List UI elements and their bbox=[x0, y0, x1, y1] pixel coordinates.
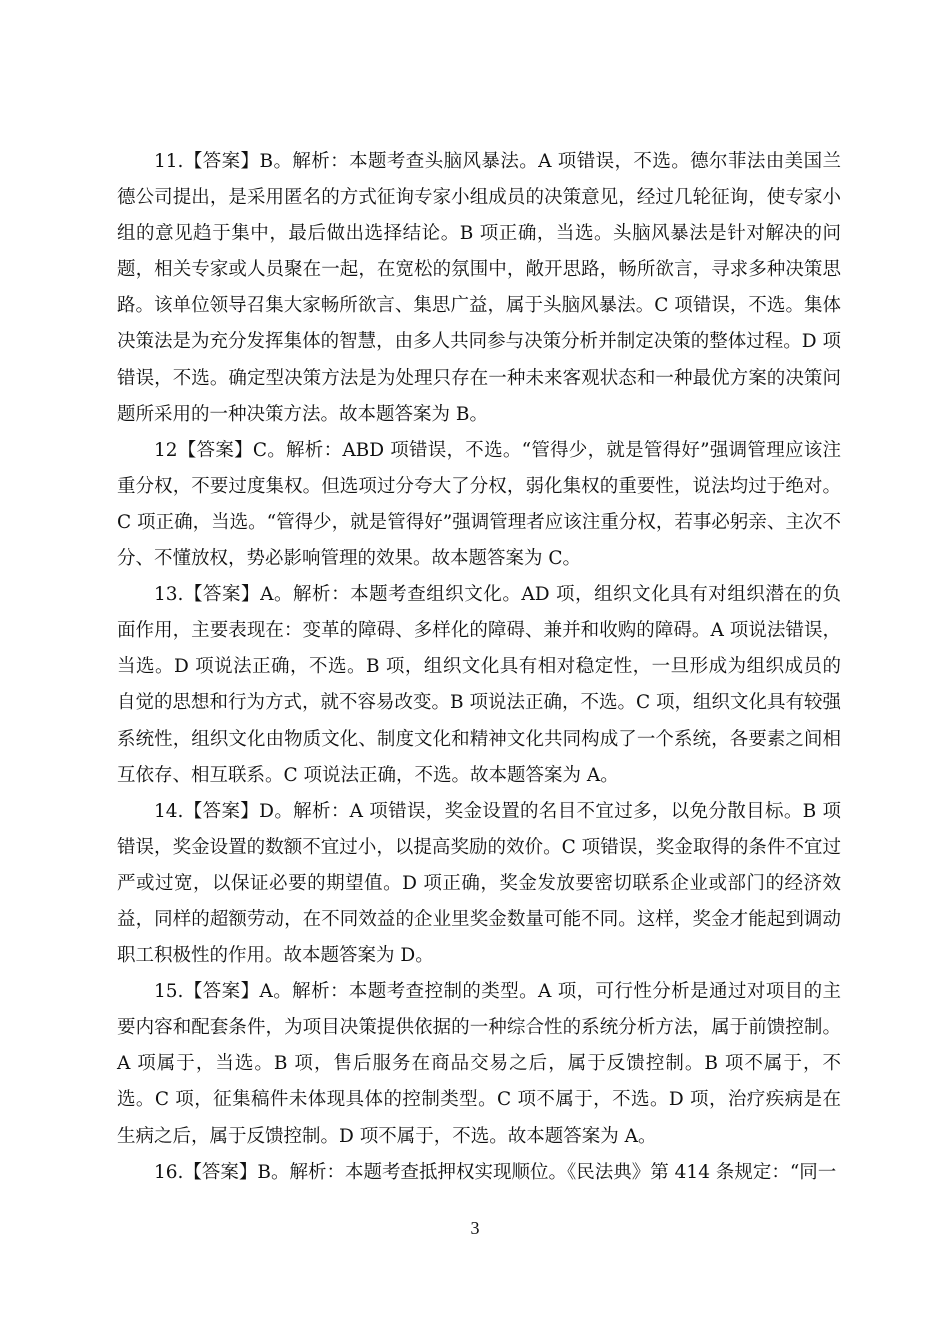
answer-paragraph-13: 13.【答案】A。解析：本题考查组织文化。AD 项，组织文化具有对组织潜在的负面作用，主要表现在：变革的障碍、多样化的障碍、兼并和收购的障碍。A 项说法错误，当选。D 项说法正确，不选。B 项，组织文化具有相对稳定性，一旦形成为组织成员的自觉的思想和行为方式，就不容易改变。B 项说法正确，不选。C 项，组织文化具有较强系统性，组织文化由物质文化、制度文化和精神文化共同构成了一个系统，各要素之间相互依存、相互联系。C 项说法正确，不选。故本题答案为 A。 bbox=[117, 584, 842, 786]
answer-paragraph-16: 16.【答案】B。解析：本题考查抵押权实现顺位。《民法典》第 414 条规定：“同一 bbox=[154, 1161, 837, 1183]
document-body bbox=[117, 144, 841, 1191]
answer-paragraph-14: 14.【答案】D。解析：A 项错误，奖金设置的名目不宜过多，以免分散目标。B 项错误，奖金设置的数额不宜过小，以提高奖励的效价。C 项错误，奖金取得的条件不宜过严或过宽，以保证必要的期望值。D 项正确，奖金发放要密切联系企业或部门的经济效益，同样的超额劳动，在不同效益的企业里奖金数量可能不同。这样，奖金才能起到调动职工积极性的作用。故本题答案为 D。 bbox=[117, 800, 841, 967]
answer-paragraph-15: 15.【答案】A。解析：本题考查控制的类型。A 项，可行性分析是通过对项目的主要内容和配套条件，为项目决策提供依据的一种综合性的系统分析方法，属于前馈控制。A 项属于，当选。B 项，售后服务在商品交易之后，属于反馈控制。B 项不属于，不选。C 项，征集稿件未体现具体的控制类型。C 项不属于，不选。D 项，治疗疾病是在生病之后，属于反馈控制。D 项不属于，不选。故本题答案为 A。 bbox=[117, 981, 841, 1147]
answer-paragraph-11: 11.【答案】B。解析：本题考查头脑风暴法。A 项错误，不选。德尔菲法由美国兰德公司提出，是采用匿名的方式征询专家小组成员的决策意见，经过几轮征询，使专家小组的意见趋于集中，最后做出选择结论。B 项正确，当选。头脑风暴法是针对解决的问题，相关专家或人员聚在一起，在宽松的氛围中，敞开思路，畅所欲言，寻求多种决策思路。该单位领导召集大家畅所欲言、集思广益，属于头脑风暴法。C 项错误，不选。集体决策法是为充分发挥集体的智慧，由多人共同参与决策分析并制定决策的整体过程。D 项错误，不选。确定型决策方法是为处理只存在一种未来客观状态和一种最优方案的决策问题所采用的一种决策方法。故本题答案为 B。 bbox=[117, 151, 841, 425]
answer-paragraph-12: 12【答案】C。解析：ABD 项错误，不选。“管得少，就是管得好”强调管理应该注重分权，不要过度集权。但选项过分夸大了分权，弱化集权的重要性，说法均过于绝对。C 项正确，当选。“管得少，就是管得好”强调管理者应该注重分权，若事必躬亲、主次不分、不懂放权，势必影响管理的效果。故本题答案为 C。 bbox=[117, 439, 841, 570]
page-number: 3 bbox=[470, 1218, 480, 1238]
